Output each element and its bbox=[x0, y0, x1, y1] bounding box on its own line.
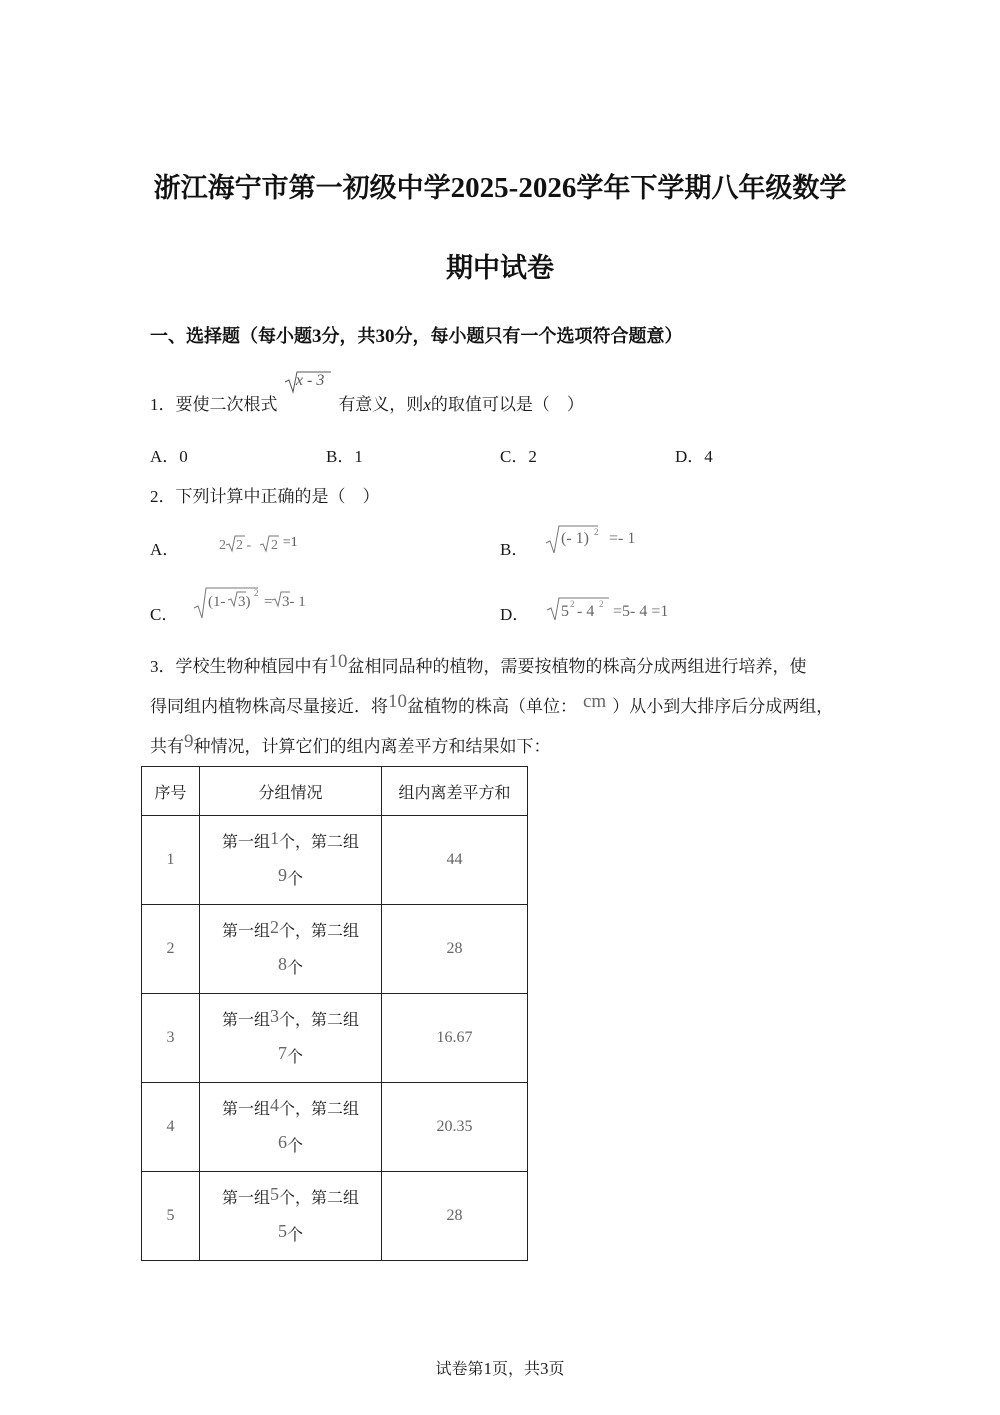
title-school: 浙江海宁市第一初级中学 bbox=[153, 173, 451, 204]
footer-text: 页 bbox=[548, 1359, 565, 1378]
option-expression bbox=[535, 600, 685, 620]
question-number: 1． bbox=[150, 395, 176, 414]
row-variance-sum: 28 bbox=[382, 905, 528, 994]
svg-text:2: 2 bbox=[270, 538, 278, 553]
svg-text:2 -: 2 - bbox=[235, 538, 251, 553]
row-grouping bbox=[200, 1172, 382, 1261]
math-number: 9 bbox=[184, 731, 194, 752]
group-text: 个，第二组 bbox=[279, 1099, 360, 1118]
option-value: 0 bbox=[179, 447, 188, 466]
row-variance-sum: 16.67 bbox=[382, 994, 528, 1083]
question-text: 共有 bbox=[150, 737, 184, 757]
row-index: 3 bbox=[142, 994, 200, 1083]
group2-count: 9 bbox=[277, 865, 287, 885]
group-text: 第一组 bbox=[221, 1099, 270, 1118]
section-heading bbox=[150, 322, 683, 348]
svg-text:3): 3) bbox=[237, 594, 251, 610]
option-label: D． bbox=[500, 605, 530, 624]
group2-count: 8 bbox=[277, 954, 287, 974]
question-number: 2． bbox=[150, 487, 176, 506]
option-value: 4 bbox=[704, 447, 713, 466]
section-heading-part: 一、选择题（每小题 bbox=[150, 326, 312, 347]
q1-option-b[interactable] bbox=[326, 442, 363, 467]
footer-text: 页，共 bbox=[491, 1359, 540, 1378]
q2-option-c[interactable] bbox=[150, 588, 324, 625]
svg-text:(1-: (1- bbox=[207, 594, 226, 610]
group1-count: 2 bbox=[270, 917, 279, 937]
q1-option-a[interactable] bbox=[150, 442, 188, 467]
sqrt-expression bbox=[283, 372, 333, 410]
table-row bbox=[142, 1172, 528, 1261]
page-number: 1 bbox=[483, 1359, 492, 1378]
header-grouping: 分组情况 bbox=[200, 767, 382, 816]
unit-cm: cm bbox=[583, 691, 607, 712]
svg-text:5: 5 bbox=[560, 603, 569, 620]
question-text: 的取值可以是（ ） bbox=[430, 395, 584, 415]
q2-option-d[interactable] bbox=[500, 600, 685, 625]
option-label: A． bbox=[150, 447, 180, 466]
option-label: C． bbox=[500, 447, 529, 466]
q1-option-d[interactable] bbox=[675, 442, 713, 467]
svg-text:=: = bbox=[263, 594, 273, 610]
option-value: 2 bbox=[528, 447, 537, 466]
question-text: 得同组内植物株高尽量接近．将 bbox=[150, 697, 388, 717]
title-grade-subject: 学年下学期八年级数学 bbox=[576, 173, 847, 204]
table-row bbox=[142, 905, 528, 994]
question-text: 盆植物的株高（单位： bbox=[407, 697, 577, 717]
question-2 bbox=[150, 482, 380, 507]
page-total: 3 bbox=[540, 1359, 549, 1378]
footer-text: 试卷第 bbox=[435, 1359, 484, 1378]
title-year: 2025-2026 bbox=[450, 172, 577, 204]
question-3-line3 bbox=[150, 732, 551, 758]
option-label: C． bbox=[150, 605, 179, 624]
table-row bbox=[142, 994, 528, 1083]
math-number: 10 bbox=[388, 691, 407, 712]
group-text: 个，第二组 bbox=[279, 1188, 360, 1207]
row-index: 2 bbox=[142, 905, 200, 994]
group-text: 第一组 bbox=[221, 921, 270, 940]
group-text: 个 bbox=[286, 1047, 303, 1066]
option-value: 1 bbox=[354, 447, 363, 466]
option-label: D． bbox=[675, 447, 705, 466]
group-text: 第一组 bbox=[221, 1188, 270, 1207]
variance-table bbox=[141, 766, 528, 1261]
header-index: 序号 bbox=[142, 767, 200, 816]
section-points-total: 30 bbox=[375, 326, 395, 347]
page-footer bbox=[0, 1356, 1000, 1379]
question-3-line2 bbox=[150, 692, 833, 718]
formula-graphic bbox=[534, 523, 644, 555]
question-text: 有意义，则 bbox=[338, 395, 424, 415]
row-index: 4 bbox=[142, 1083, 200, 1172]
formula-graphic bbox=[185, 533, 285, 557]
table-header-row bbox=[142, 767, 528, 816]
group2-count: 7 bbox=[277, 1043, 287, 1063]
group-text: 个，第二组 bbox=[279, 921, 360, 940]
row-grouping bbox=[200, 905, 382, 994]
group-text: 个，第二组 bbox=[279, 832, 360, 851]
row-grouping bbox=[200, 994, 382, 1083]
formula-graphic bbox=[184, 586, 324, 620]
group1-count: 4 bbox=[270, 1095, 279, 1115]
section-points-each: 3 bbox=[312, 326, 322, 347]
group1-count: 1 bbox=[270, 828, 279, 848]
group-text: 第一组 bbox=[221, 1010, 270, 1029]
group1-count: 3 bbox=[270, 1006, 279, 1026]
option-expression bbox=[184, 588, 324, 620]
svg-text:=- 1: =- 1 bbox=[608, 530, 636, 547]
option-expression: 2 2 - 2 =1 bbox=[185, 535, 285, 555]
group-text: 个 bbox=[286, 1136, 303, 1155]
question-text: 种情况，计算它们的组内离差平方和结果如下： bbox=[193, 737, 551, 757]
svg-text:2: 2 bbox=[218, 538, 226, 553]
group-text: 个 bbox=[286, 958, 303, 977]
row-variance-sum: 28 bbox=[382, 1172, 528, 1261]
table-row bbox=[142, 1083, 528, 1172]
svg-text:- 4: - 4 bbox=[576, 603, 595, 620]
svg-text:=5- 4 =1: =5- 4 =1 bbox=[612, 603, 669, 620]
group1-count: 5 bbox=[270, 1184, 279, 1204]
section-heading-part: 分，共 bbox=[321, 326, 376, 347]
row-grouping bbox=[200, 1083, 382, 1172]
row-index: 1 bbox=[142, 816, 200, 905]
question-number: 3． bbox=[150, 657, 176, 676]
formula-graphic bbox=[535, 594, 685, 624]
row-grouping bbox=[200, 816, 382, 905]
q1-option-c[interactable] bbox=[500, 442, 537, 467]
question-text: ）从小到大排序后分成两组， bbox=[612, 697, 834, 717]
question-3-line1 bbox=[150, 652, 807, 678]
row-variance-sum: 20.35 bbox=[382, 1083, 528, 1172]
exam-title-line1 bbox=[0, 166, 1000, 205]
option-label: B． bbox=[500, 540, 529, 559]
q2-option-a[interactable] bbox=[150, 535, 298, 560]
group-text: 个 bbox=[286, 1225, 303, 1244]
group2-count: 5 bbox=[277, 1221, 287, 1241]
exam-title-line2: 期中试卷 bbox=[446, 253, 554, 284]
option-label: B． bbox=[326, 447, 355, 466]
header-variance-sum: 组内离差平方和 bbox=[382, 767, 528, 816]
row-variance-sum: 44 bbox=[382, 816, 528, 905]
option-expression bbox=[534, 527, 644, 555]
math-number: 10 bbox=[328, 651, 348, 672]
group2-count: 6 bbox=[277, 1132, 287, 1152]
svg-text:(- 1): (- 1) bbox=[560, 530, 589, 547]
option-label: A． bbox=[150, 540, 180, 559]
row-index: 5 bbox=[142, 1172, 200, 1261]
svg-text:3- 1: 3- 1 bbox=[281, 594, 306, 610]
question-text: 要使二次根式 bbox=[175, 395, 278, 415]
table-row bbox=[142, 816, 528, 905]
group-text: 个，第二组 bbox=[279, 1010, 360, 1029]
question-text: 学校生物种植园中有 bbox=[175, 657, 329, 677]
svg-text:2: 2 bbox=[569, 599, 575, 609]
svg-text:2: 2 bbox=[598, 599, 604, 609]
q2-option-b[interactable] bbox=[500, 527, 644, 560]
question-1 bbox=[150, 372, 584, 415]
group-text: 个 bbox=[286, 869, 303, 888]
radicand: x - 3 bbox=[295, 372, 325, 389]
svg-text:2: 2 bbox=[593, 527, 599, 537]
svg-text:2: 2 bbox=[253, 588, 259, 598]
group-text: 第一组 bbox=[221, 832, 270, 851]
question-text: 下列计算中正确的是（ ） bbox=[175, 487, 380, 507]
section-heading-part: 分，每小题只有一个选项符合题意） bbox=[394, 326, 683, 347]
variable-x: x bbox=[423, 395, 431, 414]
question-text: 盆相同品种的植物，需要按植物的株高分成两组进行培养，使 bbox=[347, 657, 807, 677]
